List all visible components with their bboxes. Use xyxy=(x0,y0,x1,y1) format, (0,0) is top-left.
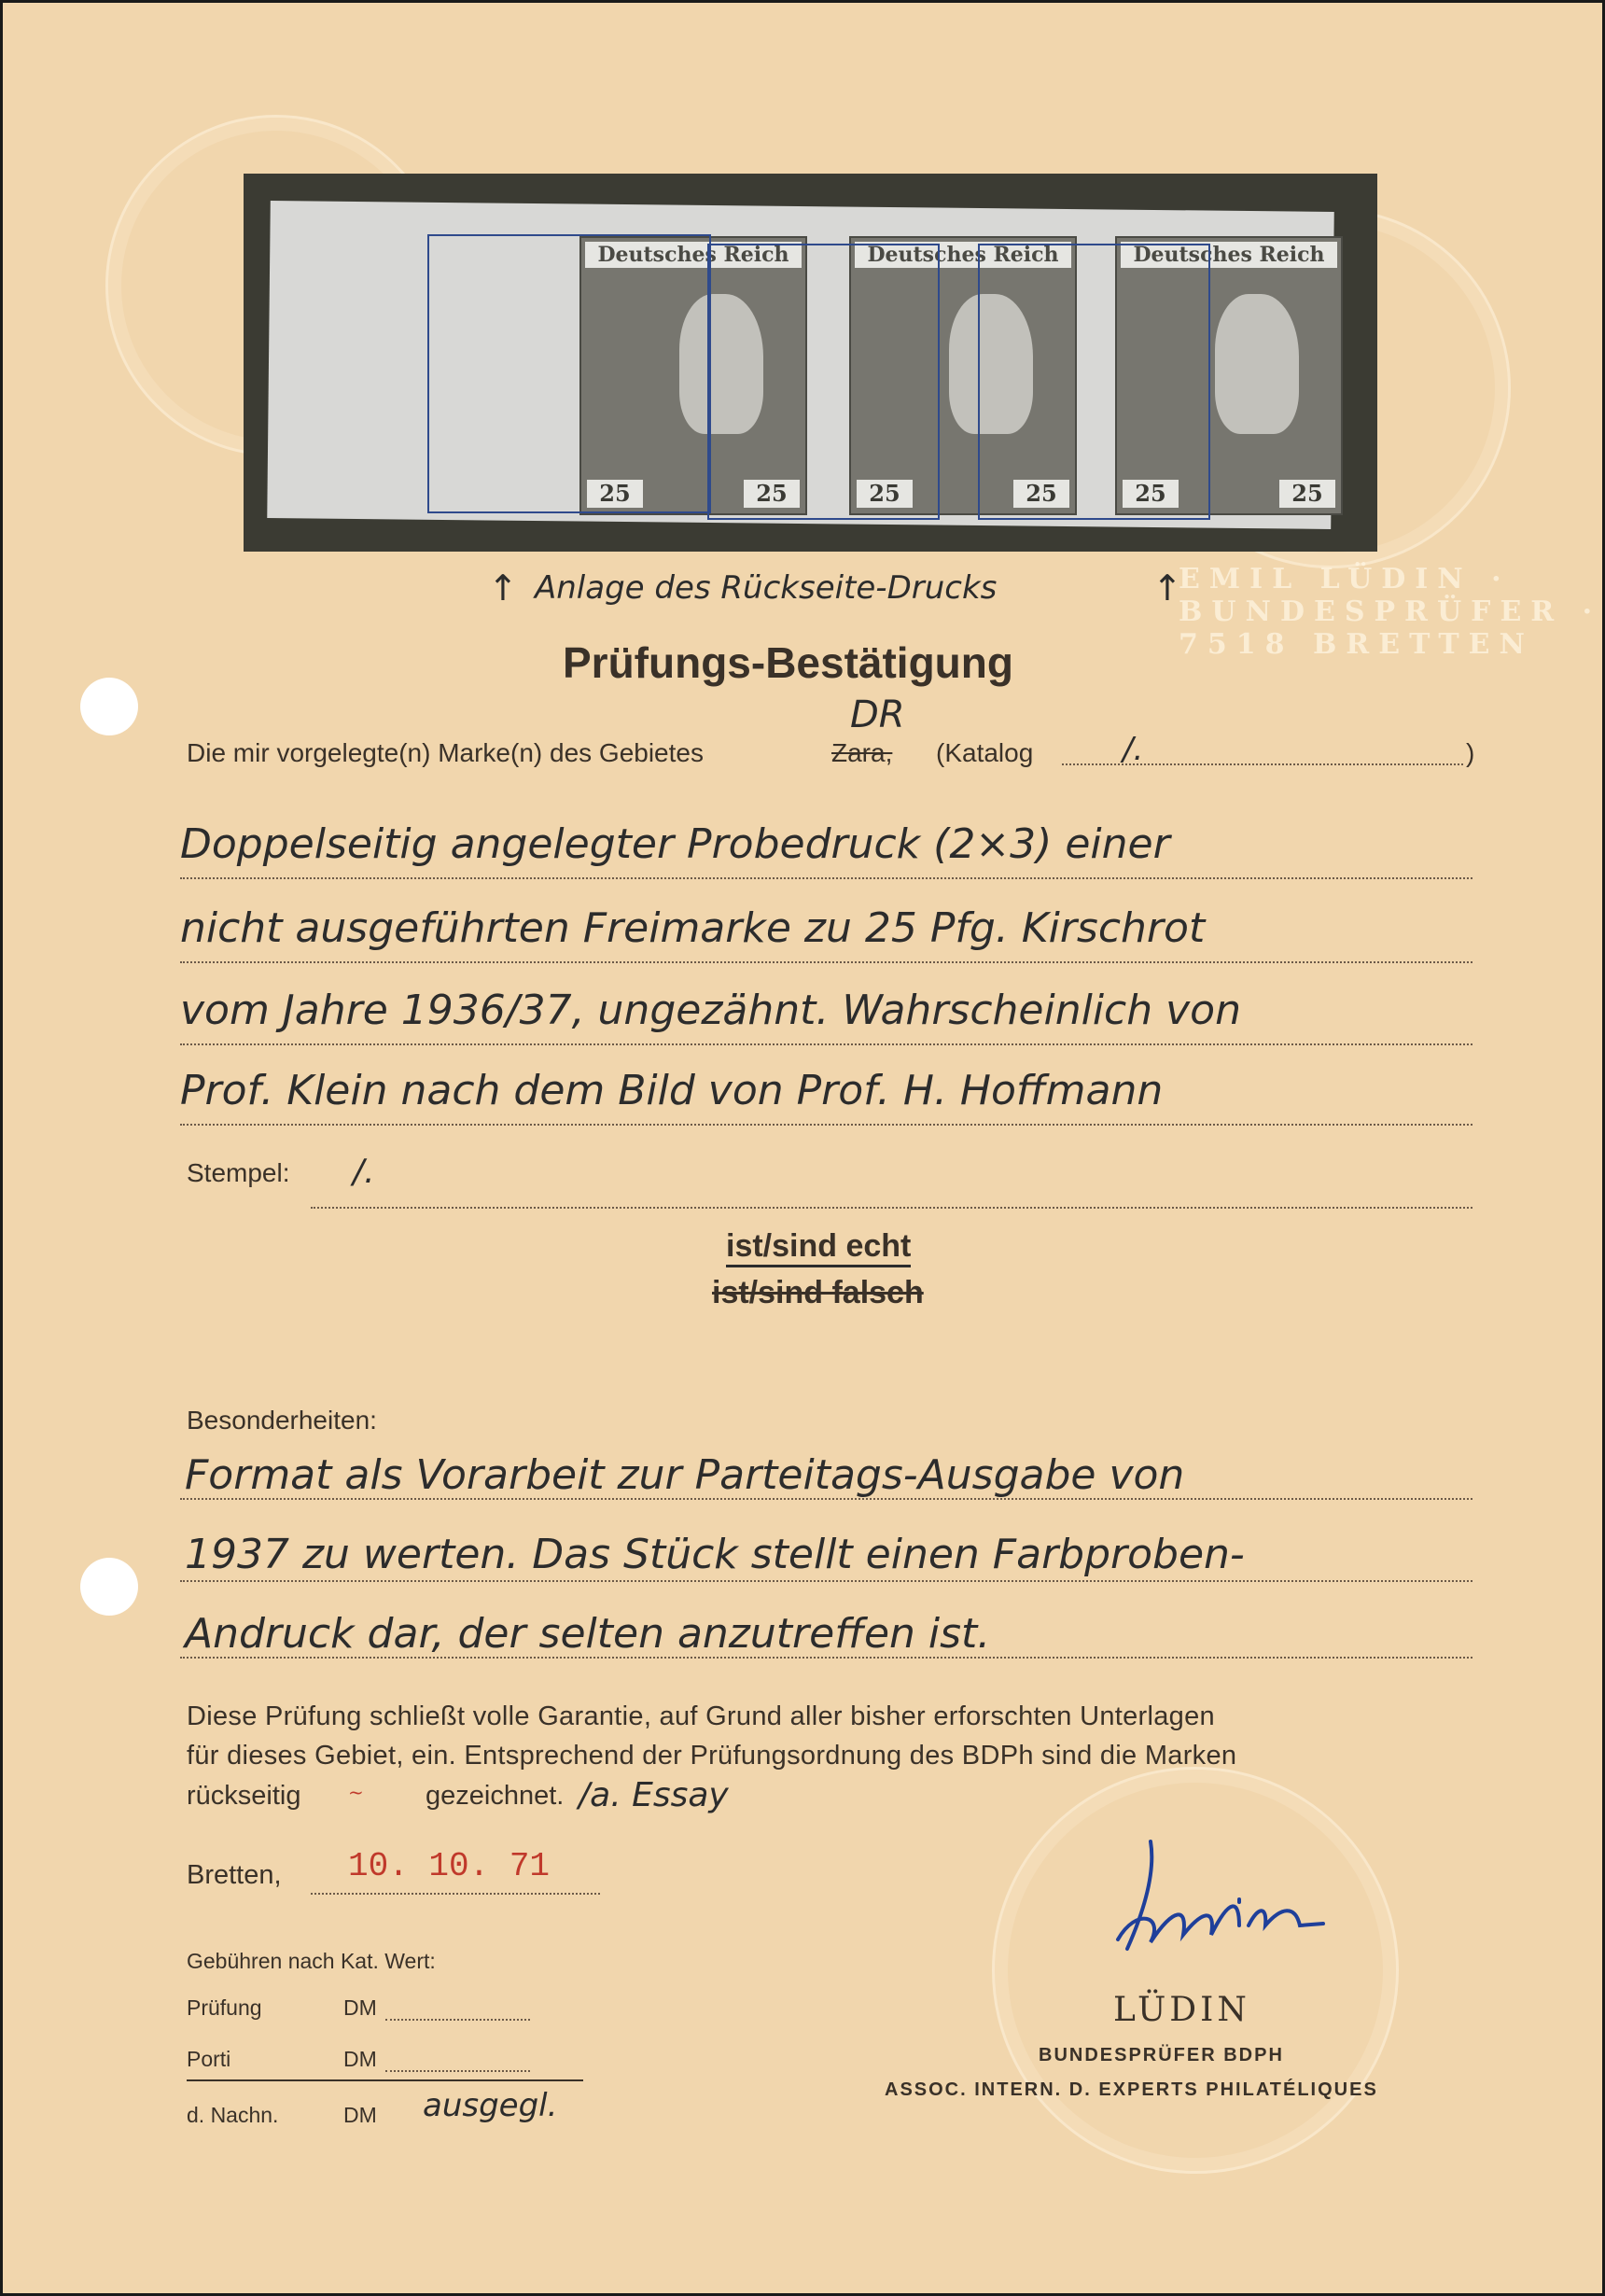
fee-currency-nachnahme: DM xyxy=(343,2103,377,2127)
stamp-value-left: 25 xyxy=(587,480,643,508)
punch-hole-top xyxy=(80,678,138,735)
special-rule-3 xyxy=(180,1657,1472,1659)
punch-hole-bottom xyxy=(80,1558,138,1616)
stamp-header: Deutsches Reich xyxy=(855,242,1071,268)
strip-caption: Anlage des Rückseite-Drucks xyxy=(535,569,998,607)
special-line-1: Format als Vorarbeit zur Parteitags-Ausgabe von xyxy=(185,1451,1185,1499)
place-label: Bretten, xyxy=(187,1860,282,1890)
fees-label: Gebühren nach Kat. Wert: xyxy=(187,1949,436,1973)
special-label: Besonderheiten: xyxy=(187,1406,377,1435)
guarantee-line-3-prefix: rückseitig xyxy=(187,1781,301,1811)
stamp-header: Deutsches Reich xyxy=(1121,242,1337,268)
up-arrow-right-icon: ↑ xyxy=(1152,567,1182,609)
stamp-value-right: 25 xyxy=(744,480,800,508)
fee-label-porti: Porti xyxy=(187,2047,231,2071)
guarantee-line-1: Diese Prüfung schließt volle Garantie, auf Grund aller bisher erforschten Unterlagen xyxy=(187,1701,1215,1731)
description-line-1: Doppelseitig angelegter Probedruck (2×3) einer xyxy=(180,820,1170,868)
stempel-value: /. xyxy=(353,1153,375,1191)
fee-currency-porti: DM xyxy=(343,2047,377,2071)
fee-rule-pruefung xyxy=(385,2019,530,2021)
backprint-outline-3 xyxy=(978,244,1210,520)
date-rule xyxy=(311,1893,600,1895)
description-line-2: nicht ausgeführten Freimarke zu 25 Pfg. Kirschrot xyxy=(180,904,1206,952)
guarantee-line-2: für dieses Gebiet, ein. Entsprechend der Prüfungsordnung des BDPh sind die Marken xyxy=(187,1741,1237,1771)
fee-rule-porti xyxy=(385,2070,530,2072)
up-arrow-left-icon: ↑ xyxy=(488,567,518,609)
description-line-3: vom Jahre 1936/37, ungezähnt. Wahrscheinlich von xyxy=(180,987,1241,1034)
special-rule-1 xyxy=(180,1498,1472,1500)
territory-printed: Zara, xyxy=(831,738,893,767)
handwritten-signature xyxy=(1099,1832,1342,1963)
signer-title: BUNDESPRÜFER BDPH xyxy=(1039,2045,1284,2065)
seal-text-top-right: EMIL LÜDIN · BUNDESPRÜFER · 7518 BRETTEN xyxy=(1179,563,1602,661)
description-rule-3 xyxy=(180,1043,1472,1045)
description-rule-2 xyxy=(180,961,1472,963)
special-line-3: Andruck dar, der selten anzutreffen ist. xyxy=(185,1610,991,1658)
description-rule-1 xyxy=(180,877,1472,879)
stamp-value-left: 25 xyxy=(857,480,913,508)
embossed-seal-bottom xyxy=(992,1767,1399,2174)
catalog-label: (Katalog xyxy=(936,738,1034,767)
portrait-image xyxy=(1215,294,1299,434)
date-stamp: 10. 10. 71 xyxy=(348,1847,551,1885)
territory-handwritten: DR xyxy=(850,693,905,736)
backprint-outline-2 xyxy=(707,244,940,520)
description-line-4: Prof. Klein nach dem Bild von Prof. H. Hoffmann xyxy=(180,1067,1164,1114)
guarantee-handwritten: /a. Essay xyxy=(579,1776,729,1814)
verdict-genuine: ist/sind echt xyxy=(726,1228,911,1267)
verdict-forged: ist/sind falsch xyxy=(712,1275,924,1310)
fee-label-pruefung: Prüfung xyxy=(187,1995,262,2020)
stempel-label: Stempel: xyxy=(187,1158,290,1187)
special-rule-2 xyxy=(180,1580,1472,1582)
signer-association: ASSOC. INTERN. D. EXPERTS PHILATÉLIQUES xyxy=(885,2079,1378,2100)
signer-name: LÜDIN xyxy=(1113,1991,1250,2029)
fee-label-nachnahme: d. Nachn. xyxy=(187,2103,279,2127)
fee-currency-pruefung: DM xyxy=(343,1995,377,2020)
catalog-close: ) xyxy=(1466,738,1475,767)
description-rule-4 xyxy=(180,1124,1472,1126)
stamp-header: Deutsches Reich xyxy=(585,242,802,268)
special-line-2: 1937 zu werten. Das Stück stellt einen Farbproben- xyxy=(185,1531,1245,1578)
stamp-value-left: 25 xyxy=(1123,480,1179,508)
intro-text: Die mir vorgelegte(n) Marke(n) des Gebietes xyxy=(187,738,704,767)
fees-divider xyxy=(187,2079,583,2081)
fee-value-nachnahme: ausgegl. xyxy=(423,2087,558,2124)
backprint-outline-1 xyxy=(427,234,711,513)
stempel-rule xyxy=(311,1207,1472,1209)
guarantee-line-3-suffix: gezeichnet. xyxy=(426,1781,565,1811)
stamp-value-right: 25 xyxy=(1013,480,1069,508)
catalog-value: /. xyxy=(1123,731,1144,768)
guarantee-signature-mark: ~ xyxy=(348,1781,364,1803)
certificate-title: Prüfungs-Bestätigung xyxy=(563,638,1013,687)
stamp-value-right: 25 xyxy=(1279,480,1335,508)
